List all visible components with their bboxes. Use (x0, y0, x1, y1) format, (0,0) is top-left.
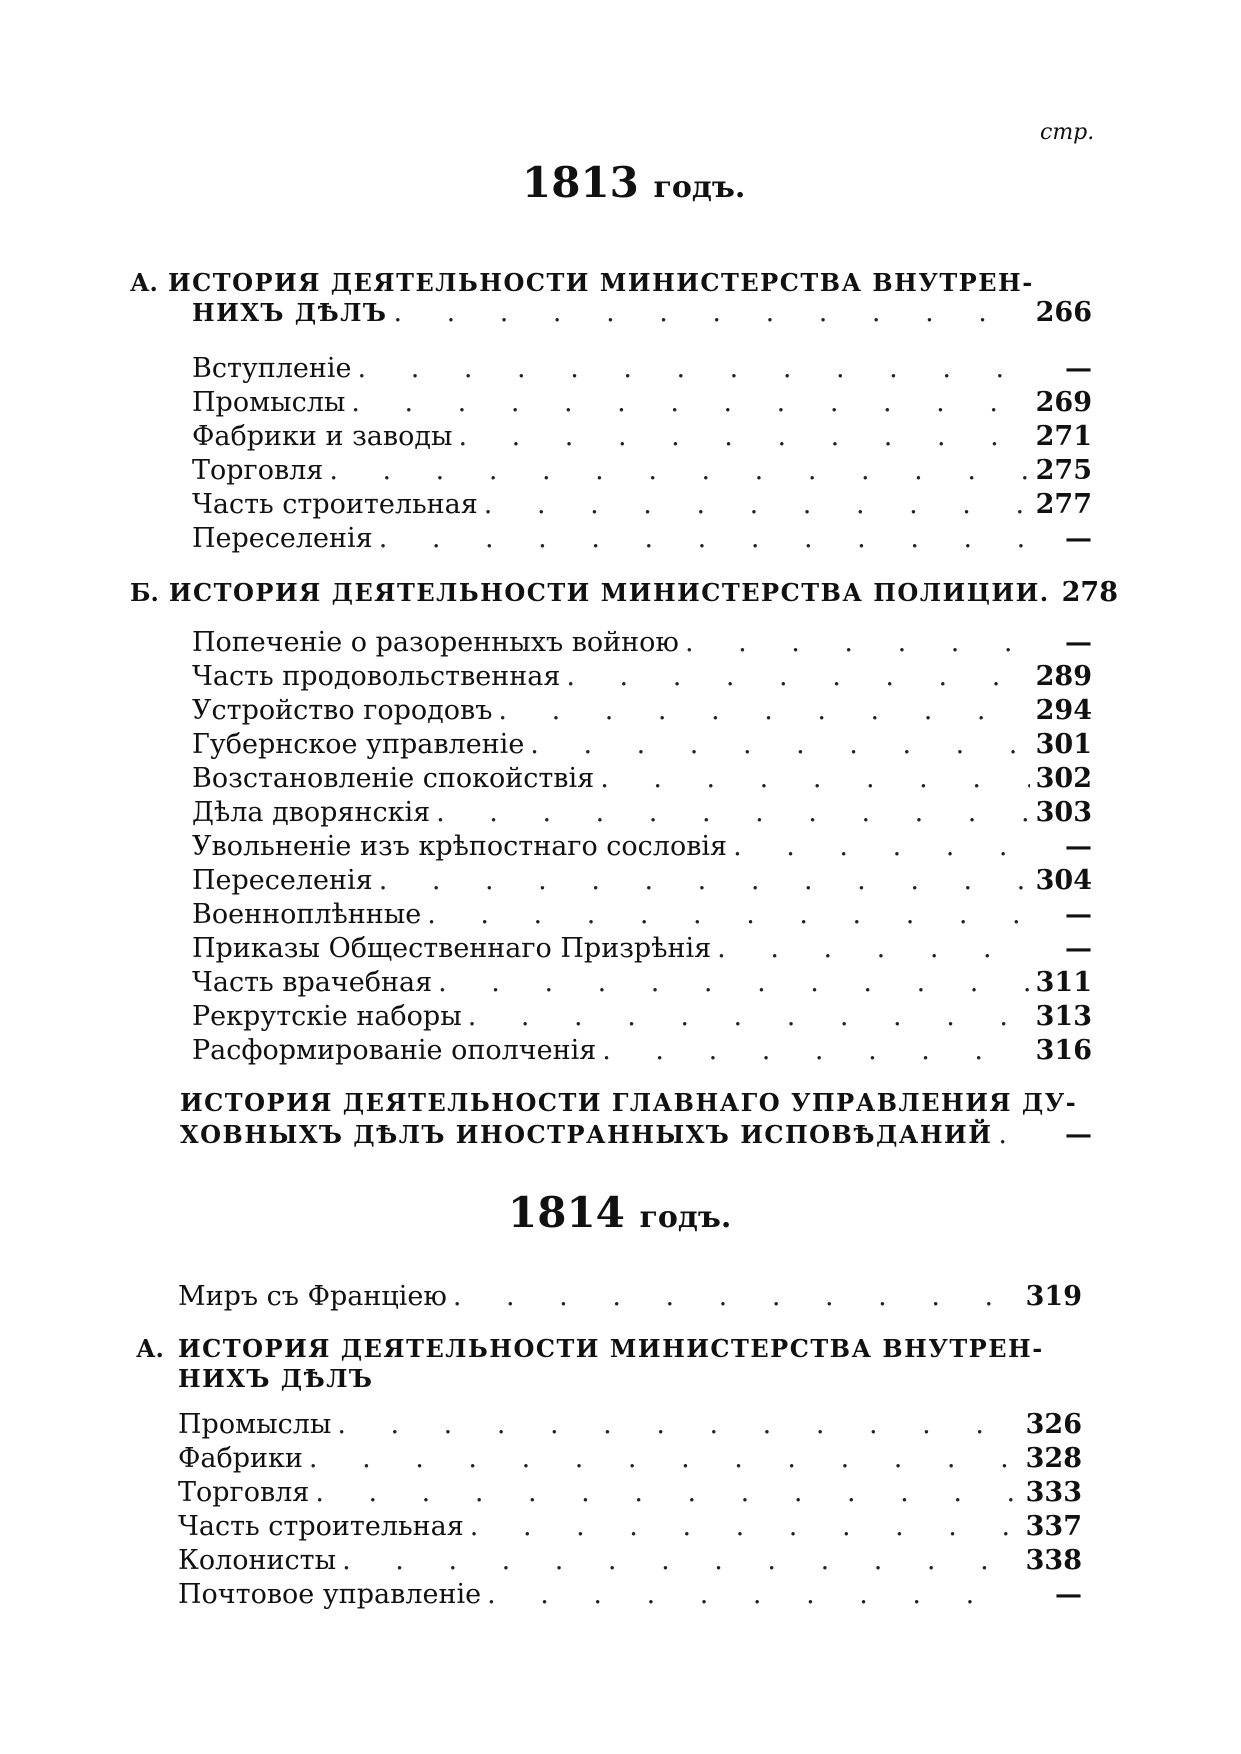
group-marker: А. (130, 268, 158, 297)
entry-label: Попеченіе о разоренныхъ войною (192, 627, 679, 658)
page-number: — (1065, 523, 1092, 554)
page-number: 275 (1035, 455, 1092, 486)
group-heading-line1: ИСТОРИЯ ДЕЯТЕЛЬНОСТИ МИНИСТЕРСТВА ВНУТРЕН- (178, 1334, 1044, 1363)
page-number: 301 (1035, 729, 1092, 760)
toc-entry (178, 1476, 1082, 1510)
toc-entry (192, 626, 1092, 660)
leader-dots (600, 762, 1029, 796)
year-word: годъ. (653, 170, 746, 205)
leader-dots (733, 830, 1030, 864)
entry-label: Устройство городовъ (192, 695, 493, 726)
toc-entry (192, 488, 1092, 522)
page-number: 289 (1035, 661, 1092, 692)
leader-dots (458, 420, 1029, 454)
entry-label: Переселенія (192, 865, 373, 896)
page-number: — (1065, 831, 1092, 862)
entry-label: Часть строительная (178, 1511, 464, 1542)
page-number: 269 (1035, 387, 1092, 418)
leader-dots (379, 864, 1030, 898)
group-heading-row (192, 296, 1092, 330)
entry-label: Фабрики (178, 1443, 303, 1474)
page-number: 333 (1025, 1477, 1082, 1508)
toc-entry (192, 660, 1092, 694)
leader-dots (351, 386, 1029, 420)
page-number: 338 (1025, 1545, 1082, 1576)
leader-dots (484, 488, 1030, 522)
page-number: 302 (1035, 763, 1092, 794)
leader-dots (685, 626, 1030, 660)
section-title-1813 (522, 158, 745, 207)
page-number: 311 (1035, 967, 1092, 998)
group-heading-line1: ИСТОРИЯ ДЕЯТЕЛЬНОСТИ МИНИСТЕРСТВА ВНУТРЕН- (168, 268, 1034, 297)
leader-dots (498, 694, 1029, 728)
toc-entry (192, 796, 1092, 830)
toc-entry (192, 898, 1092, 932)
leader-dots (566, 660, 1029, 694)
page-number: — (1065, 899, 1092, 930)
entry-label: Промыслы (178, 1409, 332, 1440)
group-heading-line1: ИСТОРИЯ ДЕЯТЕЛЬНОСТИ ГЛАВНАГО УПРАВЛЕНИЯ ДУ- (180, 1088, 1078, 1117)
leader-dots (998, 1118, 1030, 1152)
toc-entry (192, 522, 1092, 556)
entry-label: Часть врачебная (192, 967, 433, 998)
entry-label: Приказы Общественнаго Призрѣнія (192, 933, 712, 964)
leader-dots (470, 1510, 1020, 1544)
toc-entry (192, 454, 1092, 488)
entry-label: Вступленіе (192, 353, 352, 384)
toc-entry (192, 694, 1092, 728)
entry-label: Рекрутскіе наборы (192, 1001, 462, 1032)
leader-dots (393, 296, 1029, 330)
leader-dots (329, 454, 1029, 488)
page-number: 316 (1035, 1035, 1092, 1066)
entry-label: Фабрики и заводы (192, 421, 453, 452)
entry-label: Военноплѣнные (192, 899, 422, 930)
entry-label: Часть строительная (192, 489, 478, 520)
group-heading-row (180, 1118, 1092, 1152)
page-number: 319 (1025, 1281, 1082, 1312)
entry-label: Торговля (178, 1477, 310, 1508)
leader-dots (468, 1000, 1030, 1034)
toc-entry (192, 966, 1092, 1000)
toc-entry (192, 728, 1092, 762)
entry-label: Колонисты (178, 1545, 337, 1576)
group-heading-line2: НИХЪ ДѢЛЪ (178, 1364, 374, 1393)
leader-dots (358, 352, 1030, 386)
page-number: 328 (1025, 1443, 1082, 1474)
year-number: 1814 (508, 1188, 625, 1237)
group-heading-row (130, 576, 1118, 610)
entry-label: Часть продовольственная (192, 661, 561, 692)
entry-label: Промыслы (192, 387, 346, 418)
page-number: — (1065, 1119, 1092, 1150)
leader-dots (453, 1280, 1020, 1314)
entry-label: Переселенія (192, 523, 373, 554)
leader-dots (315, 1476, 1019, 1510)
section-title-1814 (508, 1188, 731, 1237)
entry-label: Расформированіе ополченія (192, 1035, 597, 1066)
leader-dots (602, 1034, 1029, 1068)
leader-dots (342, 1544, 1020, 1578)
group-marker: А. (136, 1334, 164, 1363)
leader-dots (427, 898, 1030, 932)
toc-entry-intro (178, 1280, 1082, 1314)
entry-label: Торговля (192, 455, 324, 486)
toc-entry (192, 1034, 1092, 1068)
group-heading-line1: ИСТОРИЯ ДЕЯТЕЛЬНОСТИ МИНИСТЕРСТВА ПОЛИЦИИ. (168, 578, 1050, 607)
toc-entry (178, 1408, 1082, 1442)
entry-label: Возстановленіе спокойствія (192, 763, 595, 794)
page-number: 326 (1025, 1409, 1082, 1440)
toc-entry (192, 352, 1092, 386)
toc-entry (178, 1544, 1082, 1578)
toc-entry (192, 420, 1092, 454)
leader-dots (438, 966, 1030, 1000)
toc-entry (192, 830, 1092, 864)
group-heading-line2: НИХЪ ДѢЛЪ (192, 298, 388, 327)
toc-entry (178, 1578, 1082, 1612)
page-number: — (1065, 353, 1092, 384)
toc-entry (192, 864, 1092, 898)
group-heading-line2: ХОВНЫХЪ ДѢЛЪ ИНОСТРАННЫХЪ ИСПОВѢДАНИЙ (180, 1120, 993, 1149)
year-number: 1813 (522, 158, 639, 207)
page-number: 271 (1035, 421, 1092, 452)
page-number: — (1055, 1579, 1082, 1610)
leader-dots (530, 728, 1029, 762)
leader-dots (309, 1442, 1020, 1476)
toc-entry (192, 1000, 1092, 1034)
entry-label: Дѣла дворянскія (192, 797, 431, 828)
page-number: — (1065, 933, 1092, 964)
page-number: 266 (1035, 297, 1092, 328)
page-number: 277 (1035, 489, 1092, 520)
leader-dots (717, 932, 1030, 966)
toc-entry (192, 932, 1092, 966)
toc-entry (178, 1442, 1082, 1476)
toc-entry (178, 1510, 1082, 1544)
entry-label: Миръ съ Францiею (178, 1281, 447, 1312)
toc-entry (192, 762, 1092, 796)
page-number: 303 (1035, 797, 1092, 828)
entry-label: Почтовое управленіе (178, 1579, 482, 1610)
page-number: 278 (1061, 577, 1118, 608)
leader-dots (487, 1578, 1020, 1612)
year-word: годъ. (639, 1200, 732, 1235)
entry-label: Увольненіе изъ крѣпостнаго сословія (192, 831, 728, 862)
page-number: 313 (1035, 1001, 1092, 1032)
page-number: 294 (1035, 695, 1092, 726)
page-number: — (1065, 627, 1092, 658)
leader-dots (379, 522, 1030, 556)
group-marker: Б. (130, 578, 159, 607)
page-number: 304 (1035, 865, 1092, 896)
leader-dots (436, 796, 1030, 830)
entry-label: Губернское управленіе (192, 729, 525, 760)
page-column-label: стр. (1040, 120, 1095, 145)
leader-dots (337, 1408, 1019, 1442)
page-number: 337 (1025, 1511, 1082, 1542)
toc-entry (192, 386, 1092, 420)
